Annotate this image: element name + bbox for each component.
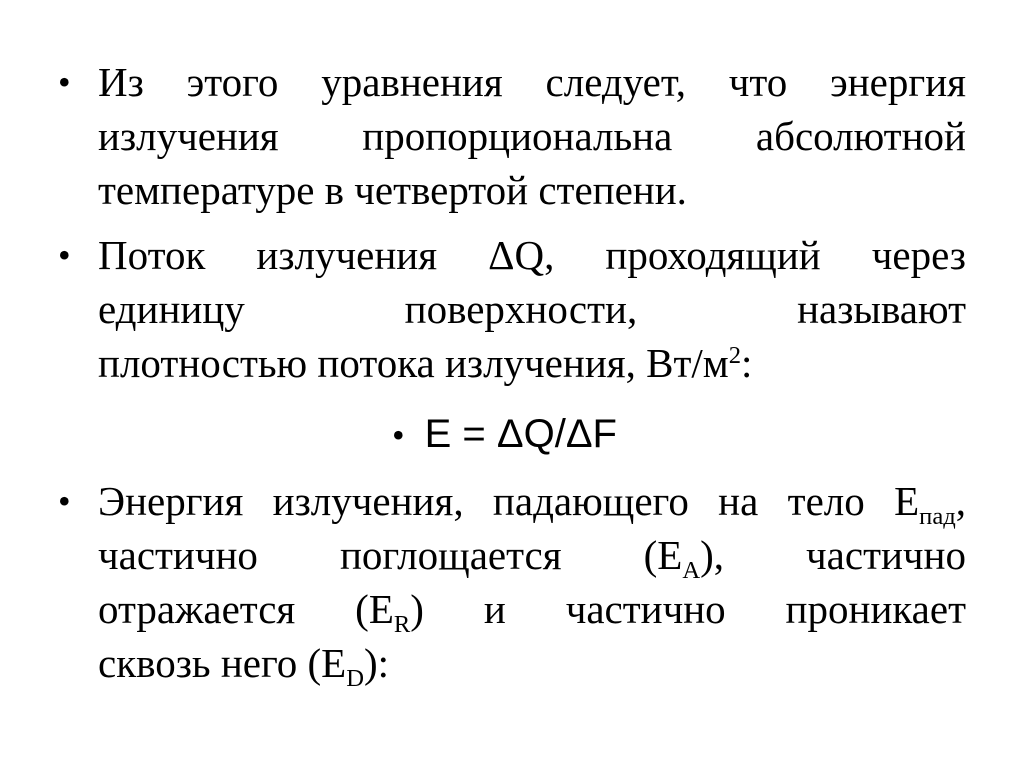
bullet-line [98, 336, 966, 390]
bullet-line: температуре в четвертой степени. [98, 167, 687, 213]
bullet-marker: • [58, 235, 71, 275]
line-text: Энергия излучения, падающего на тело E [98, 478, 920, 524]
formula-bullet [392, 407, 617, 462]
bullet-text [98, 55, 966, 217]
bullet-radiation-energy [58, 55, 966, 217]
bullet-marker: • [58, 481, 71, 521]
bullet-line: излучения пропорциональна абсолютной [98, 113, 966, 159]
line-end: : [741, 340, 753, 386]
line-text: отражается (E [98, 586, 394, 632]
bullet-incident-radiation [58, 474, 966, 690]
line-text: частично поглощается (E [98, 532, 683, 578]
bullet-line [98, 474, 966, 528]
bullet-line: единицу поверхности, называют [98, 286, 966, 332]
bullet-text [98, 228, 966, 390]
bullet-line [98, 528, 966, 582]
bullet-radiation-flux [58, 228, 966, 390]
subscript: R [393, 610, 411, 638]
bullet-line [98, 582, 966, 636]
line-end: , [955, 478, 966, 524]
bullet-text [98, 474, 966, 690]
line-end: ): [364, 640, 390, 686]
subscript: D [346, 664, 364, 692]
line-text: сквозь него (E [98, 640, 347, 686]
line-text: плотностью потока излучения, Вт/м [98, 340, 729, 386]
unit-superscript: 2 [728, 342, 742, 370]
line-end: ), частично [700, 532, 966, 578]
line-end: ) и частично проникает [410, 586, 966, 632]
bullet-marker: • [392, 415, 405, 455]
bullet-line: Из этого уравнения следует, что энергия [98, 59, 966, 105]
subscript: пад [919, 502, 956, 530]
formula-text: E = ΔQ/ΔF [424, 412, 617, 456]
bullet-line: Поток излучения ΔQ, проходящий через [98, 232, 966, 278]
subscript: A [682, 556, 701, 584]
bullet-marker: • [58, 62, 71, 102]
bullet-line [98, 636, 966, 690]
